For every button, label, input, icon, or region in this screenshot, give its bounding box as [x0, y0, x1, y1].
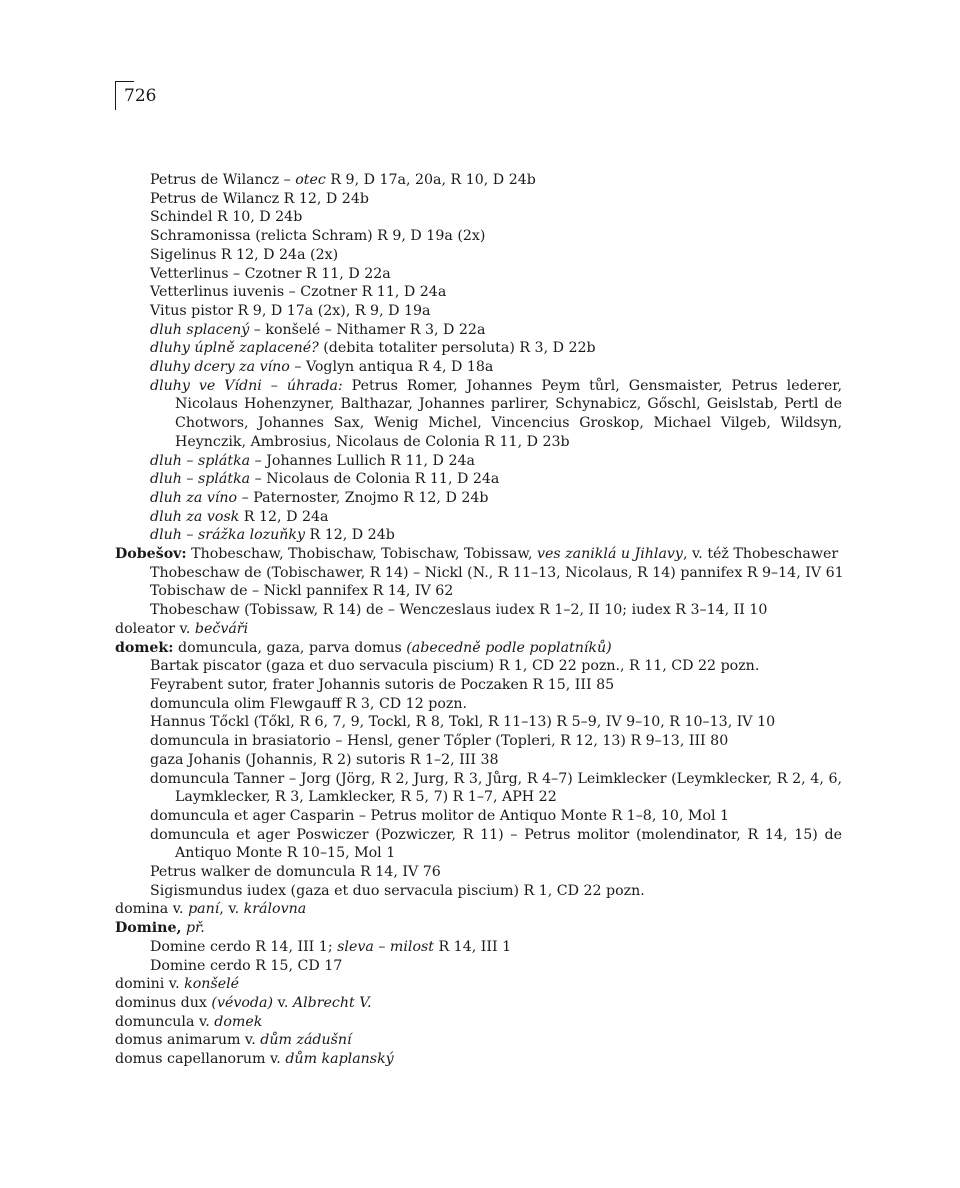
- index-subentry-line: [150, 751, 842, 770]
- index-subentry-line: [150, 863, 842, 882]
- entry-text: R 9, D 17a, 20a, R 10, D 24b: [325, 172, 536, 188]
- entry-text: , v. též Thobeschawer: [682, 546, 839, 563]
- entry-text: Sigelinus R 12, D 24a (2x): [150, 246, 339, 263]
- italic-term: paní: [188, 901, 220, 918]
- entry-text: – konšelé – Nithamer R 3, D 22a: [249, 321, 486, 338]
- headword: Domine,: [115, 920, 182, 937]
- italic-term: (abecedně podle poplatníků): [406, 639, 612, 656]
- index-subentry-line: [150, 377, 842, 452]
- entry-text: Petrus de Wilancz –: [150, 172, 296, 188]
- italic-term: dluh – splátka: [150, 452, 251, 469]
- index-headword-line: [115, 639, 842, 658]
- italic-term: dluhy dcery za víno: [150, 359, 290, 376]
- italic-term: dluh za víno: [150, 489, 238, 506]
- index-subentry-line: [150, 732, 842, 751]
- page-number: 726: [124, 86, 157, 106]
- index-headword-line: [115, 1050, 842, 1069]
- italic-term: Albrecht V.: [292, 994, 372, 1011]
- entry-text: Petrus de Wilancz R 12, D 24b: [150, 190, 369, 207]
- index-subentry-line: [150, 470, 842, 489]
- entry-text: domuncula Tanner – Jorg (Jörg, R 2, Jurg, R 3, Jůrg, R 4–7) Leimklecker (Leymklecker, R 2, 4, 6, Laymklecker, R 3, Lamklecker, R 5, 7) R 1–7, APH 22: [150, 770, 842, 806]
- index-headword-line: [115, 994, 842, 1013]
- index-subentry-line: [150, 770, 842, 807]
- entry-text: Hannus Tőckl (Tőkl, R 6, 7, 9, Tockl, R 8, Tokl, R 11–13) R 5–9, IV 9–10, R 10–13, IV 10: [150, 714, 776, 731]
- entry-text: domuncula v.: [115, 1013, 215, 1030]
- entry-text: Domine cerdo R 14, III 1;: [150, 938, 338, 955]
- entry-text: Thobeschaw (Tobissaw, R 14) de – Wenczeslaus iudex R 1–2, II 10; iudex R 3–14, II 10: [150, 602, 768, 619]
- italic-term: bečváři: [194, 620, 249, 637]
- entry-text: Feyrabent sutor, frater Johannis sutoris de Poczaken R 15, III 85: [150, 676, 615, 693]
- index-subentry-line: [150, 826, 842, 863]
- italic-term: konšelé: [184, 976, 240, 993]
- entry-text: domuncula et ager Poswiczer (Pozwiczer, R 11) – Petrus molitor (molendinator, R 14, 15) de Antiquo Monte R 10–15, Mol 1: [150, 826, 842, 862]
- index-headword-line: [115, 545, 842, 564]
- italic-term: dluh – splátka: [150, 471, 251, 488]
- entry-text: Petrus Romer, Johannes Peym tůrl, Gensmaister, Petrus lederer, Nicolaus Hohenzyner, Balthazar, Johannes parlirer, Schynabicz, Gőschl, Geislstab, Pertl de Chotwors, Johannes Sax, Wenig Michel, Vincencius Groskop, Michael Vilgeb, Wildsyn, Heynczik, Ambrosius, Nicolaus de Colonia R 11, D 23b: [175, 377, 842, 450]
- index-subentry-line: [150, 208, 842, 227]
- entry-text: Bartak piscator (gaza et duo servacula piscium) R 1, CD 22 pozn., R 11, CD 22 pozn.: [150, 658, 760, 675]
- italic-term: dluh splacený: [150, 321, 250, 338]
- index-entries: [115, 171, 842, 1069]
- index-headword-line: [115, 900, 842, 919]
- entry-text: R 14, III 1: [433, 938, 512, 955]
- index-subentry-line: [150, 358, 842, 377]
- index-subentry-line: [150, 339, 842, 358]
- entry-text: Tobischaw de – Nickl pannifex R 14, IV 62: [150, 583, 454, 600]
- italic-term: dluh za vosk: [150, 508, 240, 525]
- entry-text: Vetterlinus – Czotner R 11, D 22a: [150, 265, 391, 282]
- index-subentry-line: [150, 508, 842, 527]
- headword: Dobešov:: [115, 546, 187, 563]
- index-headword-line: [115, 975, 842, 994]
- index-subentry-line: [150, 171, 842, 190]
- entry-text: R 12, D 24b: [305, 527, 395, 544]
- index-subentry-line: [150, 489, 842, 508]
- italic-term: sleva – milost: [337, 938, 434, 955]
- entry-text: domus animarum v.: [115, 1032, 261, 1049]
- entry-text: – Voglyn antiqua R 4, D 18a: [289, 359, 494, 376]
- index-subentry-line: [150, 246, 842, 265]
- index-headword-line: [115, 1031, 842, 1050]
- index-headword-line: [115, 919, 842, 938]
- index-subentry-line: [150, 938, 842, 957]
- entry-text: domus capellanorum v.: [115, 1051, 286, 1068]
- index-subentry-line: [150, 452, 842, 471]
- entry-text: R 12, D 24a: [239, 508, 329, 525]
- entry-text: domuncula et ager Casparin – Petrus molitor de Antiquo Monte R 1–8, 10, Mol 1: [150, 807, 730, 824]
- index-subentry-line: [150, 695, 842, 714]
- index-subentry-line: [150, 657, 842, 676]
- entry-text: – Johannes Lullich R 11, D 24a: [250, 452, 475, 469]
- index-subentry-line: [150, 601, 842, 620]
- entry-text: – Nicolaus de Colonia R 11, D 24a: [250, 471, 500, 488]
- italic-term: dluhy ve Vídni – úhrada:: [150, 377, 343, 394]
- index-subentry-line: [150, 265, 842, 284]
- entry-text: domuncula, gaza, parva domus: [173, 639, 407, 656]
- italic-term: ves zaniklá u Jihlavy: [537, 546, 683, 563]
- entry-text: Sigismundus iudex (gaza et duo servacula piscium) R 1, CD 22 pozn.: [150, 882, 645, 899]
- entry-text: Domine cerdo R 15, CD 17: [150, 957, 343, 974]
- headword: domek:: [115, 639, 174, 656]
- italic-term: dům kaplanský: [285, 1051, 394, 1068]
- index-subentry-line: [150, 227, 842, 246]
- entry-text: v.: [273, 994, 293, 1011]
- index-headword-line: [115, 620, 842, 639]
- index-subentry-line: [150, 713, 842, 732]
- entry-text: domina v.: [115, 901, 189, 918]
- index-subentry-line: [150, 582, 842, 601]
- italic-term: dům zádušní: [260, 1032, 352, 1049]
- index-subentry-line: [150, 302, 842, 321]
- entry-text: , v.: [219, 901, 244, 918]
- index-subentry-line: [150, 807, 842, 826]
- entry-text: Vetterlinus iuvenis – Czotner R 11, D 24a: [150, 284, 447, 301]
- index-subentry-line: [150, 676, 842, 695]
- italic-term: dluhy úplně zaplacené?: [150, 340, 319, 357]
- italic-term: domek: [214, 1013, 263, 1030]
- index-headword-line: [115, 1013, 842, 1032]
- entry-text: domuncula olim Flewgauff R 3, CD 12 pozn.: [150, 695, 467, 712]
- entry-text: Schramonissa (relicta Schram) R 9, D 19a (2x): [150, 228, 486, 245]
- italic-term: otec: [295, 172, 326, 188]
- entry-text: Schindel R 10, D 24b: [150, 209, 303, 226]
- entry-text: Vitus pistor R 9, D 17a (2x), R 9, D 19a: [150, 302, 431, 319]
- entry-text: domini v.: [115, 976, 185, 993]
- index-subentry-line: [150, 283, 842, 302]
- entry-text: domuncula in brasiatorio – Hensl, gener Tőpler (Topleri, R 12, 13) R 9–13, III 80: [150, 733, 729, 750]
- index-subentry-line: [150, 321, 842, 340]
- entry-text: gaza Johanis (Johannis, R 2) sutoris R 1–2, III 38: [150, 751, 499, 768]
- entry-text: Petrus walker de domuncula R 14, IV 76: [150, 864, 441, 881]
- italic-term: př.: [185, 920, 205, 937]
- index-subentry-line: [150, 882, 842, 901]
- italic-term: (vévoda): [211, 994, 274, 1011]
- index-subentry-line: [150, 957, 842, 976]
- index-subentry-line: [150, 564, 842, 583]
- entry-text: Thobeschaw, Thobischaw, Tobischaw, Tobissaw,: [186, 546, 537, 563]
- italic-term: královna: [243, 901, 307, 918]
- entry-text: (debita totaliter persoluta) R 3, D 22b: [318, 340, 596, 357]
- index-subentry-line: [150, 526, 842, 545]
- entry-text: Thobeschaw de (Tobischawer, R 14) – Nickl (N., R 11–13, Nicolaus, R 14) pannifex R 9–14, IV 61: [150, 564, 844, 581]
- entry-text: dominus dux: [115, 994, 212, 1011]
- entry-text: doleator v.: [115, 620, 195, 637]
- index-subentry-line: [150, 190, 842, 209]
- entry-text: – Paternoster, Znojmo R 12, D 24b: [237, 489, 489, 506]
- italic-term: dluh – srážka lozuňky: [150, 527, 306, 544]
